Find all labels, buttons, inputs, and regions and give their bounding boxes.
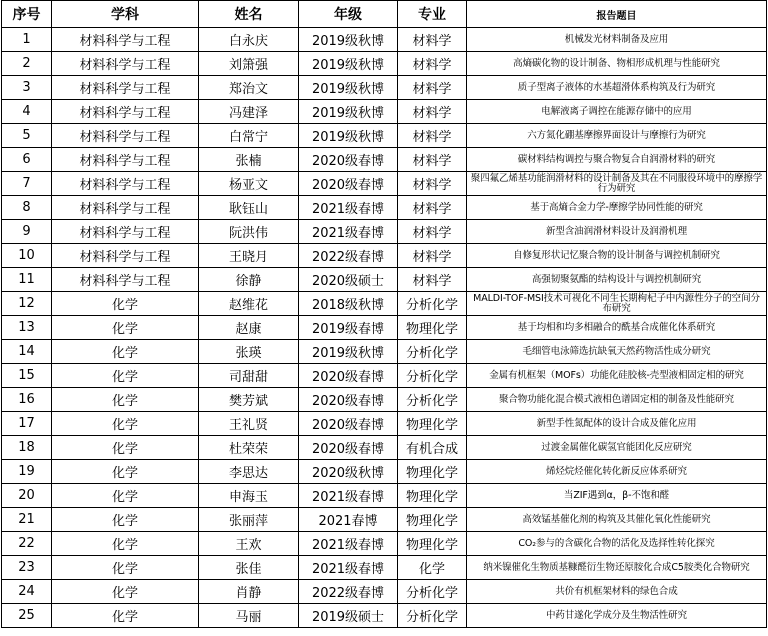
cell-subject: 化学 — [52, 388, 199, 412]
cell-major: 物理化学 — [398, 508, 467, 532]
cell-subject: 材料科学与工程 — [52, 76, 199, 100]
cell-topic: 金属有机框架（MOFs）功能化硅胶核-壳型液相固定相的研究 — [467, 364, 767, 388]
header-name: 姓名 — [199, 1, 299, 28]
cell-name: 杨亚文 — [199, 172, 299, 196]
cell-grade: 2022级春博 — [299, 244, 398, 268]
cell-topic: MALDI-TOF-MSI技术可视化不同生长期枸杞子中内源性分子的空间分布研究 — [467, 292, 767, 316]
cell-grade: 2020级春博 — [299, 172, 398, 196]
table-row — [2, 220, 767, 244]
cell-subject: 化学 — [52, 460, 199, 484]
cell-name: 白永庆 — [199, 28, 299, 52]
cell-no: 17 — [2, 412, 52, 436]
cell-grade: 2021级春博 — [299, 220, 398, 244]
cell-major: 材料学 — [398, 268, 467, 292]
cell-name: 赵维花 — [199, 292, 299, 316]
cell-subject: 材料科学与工程 — [52, 268, 199, 292]
cell-major: 分析化学 — [398, 580, 467, 604]
cell-no: 14 — [2, 340, 52, 364]
cell-subject: 化学 — [52, 484, 199, 508]
cell-no: 9 — [2, 220, 52, 244]
table-row — [2, 484, 767, 508]
cell-grade: 2019级秋博 — [299, 52, 398, 76]
cell-topic: 聚四氟乙烯基功能润滑材料的设计制备及其在不同服役环境中的摩擦学行为研究 — [467, 172, 767, 196]
cell-major: 材料学 — [398, 100, 467, 124]
cell-subject: 材料科学与工程 — [52, 124, 199, 148]
cell-name: 刘箫强 — [199, 52, 299, 76]
cell-name: 王欢 — [199, 532, 299, 556]
cell-name: 王礼贤 — [199, 412, 299, 436]
cell-major: 分析化学 — [398, 604, 467, 628]
cell-name: 马丽 — [199, 604, 299, 628]
cell-major: 材料学 — [398, 148, 467, 172]
header-topic: 报告题目 — [467, 1, 767, 28]
cell-topic: 基于高熵合金力学-摩擦学协同性能的研究 — [467, 196, 767, 220]
cell-major: 材料学 — [398, 76, 467, 100]
cell-no: 3 — [2, 76, 52, 100]
cell-grade: 2019级秋博 — [299, 76, 398, 100]
cell-name: 赵康 — [199, 316, 299, 340]
cell-topic: 当ZIF遇到α，β-不饱和醛 — [467, 484, 767, 508]
cell-grade: 2019级硕士 — [299, 604, 398, 628]
cell-major: 材料学 — [398, 28, 467, 52]
cell-no: 11 — [2, 268, 52, 292]
cell-subject: 材料科学与工程 — [52, 100, 199, 124]
cell-name: 肖静 — [199, 580, 299, 604]
cell-name: 杜荣荣 — [199, 436, 299, 460]
cell-no: 7 — [2, 172, 52, 196]
cell-major: 材料学 — [398, 52, 467, 76]
cell-no: 10 — [2, 244, 52, 268]
table-row — [2, 436, 767, 460]
cell-subject: 化学 — [52, 436, 199, 460]
cell-no: 1 — [2, 28, 52, 52]
cell-grade: 2021级春博 — [299, 556, 398, 580]
cell-major: 分析化学 — [398, 364, 467, 388]
cell-grade: 2020级硕士 — [299, 268, 398, 292]
cell-major: 化学 — [398, 556, 467, 580]
cell-grade: 2019级秋博 — [299, 28, 398, 52]
cell-subject: 材料科学与工程 — [52, 52, 199, 76]
table-row — [2, 196, 767, 220]
cell-topic: 烯烃烷烃催化转化新反应体系研究 — [467, 460, 767, 484]
cell-major: 材料学 — [398, 172, 467, 196]
cell-grade: 2020级秋博 — [299, 460, 398, 484]
table-row — [2, 388, 767, 412]
cell-grade: 2021级春博 — [299, 484, 398, 508]
cell-no: 23 — [2, 556, 52, 580]
header-major: 专业 — [398, 1, 467, 28]
cell-name: 张佳 — [199, 556, 299, 580]
cell-no: 24 — [2, 580, 52, 604]
table-row — [2, 364, 767, 388]
cell-grade: 2020级春博 — [299, 412, 398, 436]
cell-subject: 化学 — [52, 508, 199, 532]
table-row — [2, 244, 767, 268]
header-grade: 年级 — [299, 1, 398, 28]
cell-subject: 材料科学与工程 — [52, 196, 199, 220]
cell-grade: 2022级春博 — [299, 580, 398, 604]
cell-name: 李思达 — [199, 460, 299, 484]
cell-name: 耿钰山 — [199, 196, 299, 220]
cell-topic: 毛细管电泳筛选抗缺氧天然药物活性成分研究 — [467, 340, 767, 364]
table-row — [2, 100, 767, 124]
cell-name: 阮洪伟 — [199, 220, 299, 244]
cell-topic: 共价有机框架材料的绿色合成 — [467, 580, 767, 604]
cell-subject: 材料科学与工程 — [52, 172, 199, 196]
header-no: 序号 — [2, 1, 52, 28]
cell-major: 物理化学 — [398, 316, 467, 340]
table-row — [2, 508, 767, 532]
cell-major: 分析化学 — [398, 388, 467, 412]
cell-name: 郑治文 — [199, 76, 299, 100]
cell-no: 15 — [2, 364, 52, 388]
cell-no: 2 — [2, 52, 52, 76]
cell-grade: 2019级秋博 — [299, 340, 398, 364]
cell-topic: 聚合物功能化混合模式液相色谱固定相的制备及性能研究 — [467, 388, 767, 412]
cell-subject: 材料科学与工程 — [52, 148, 199, 172]
cell-grade: 2021级春博 — [299, 532, 398, 556]
cell-grade: 2020级春博 — [299, 388, 398, 412]
report-schedule-table — [1, 0, 767, 628]
table-row — [2, 148, 767, 172]
cell-topic: 质子型离子液体的水基超滑体系构筑及行为研究 — [467, 76, 767, 100]
cell-topic: CO₂参与的含碳化合物的活化及选择性转化探究 — [467, 532, 767, 556]
cell-grade: 2021春博 — [299, 508, 398, 532]
cell-name: 白常宁 — [199, 124, 299, 148]
cell-no: 22 — [2, 532, 52, 556]
cell-name: 司甜甜 — [199, 364, 299, 388]
cell-subject: 化学 — [52, 364, 199, 388]
cell-subject: 化学 — [52, 604, 199, 628]
cell-no: 16 — [2, 388, 52, 412]
cell-subject: 材料科学与工程 — [52, 220, 199, 244]
cell-no: 18 — [2, 436, 52, 460]
table-row — [2, 28, 767, 52]
cell-name: 徐静 — [199, 268, 299, 292]
cell-major: 物理化学 — [398, 412, 467, 436]
table-row — [2, 292, 767, 316]
cell-grade: 2020级春博 — [299, 364, 398, 388]
cell-subject: 化学 — [52, 580, 199, 604]
table-row — [2, 76, 767, 100]
cell-no: 4 — [2, 100, 52, 124]
cell-topic: 六方氮化硼基摩擦界面设计与摩擦行为研究 — [467, 124, 767, 148]
cell-name: 王晓月 — [199, 244, 299, 268]
cell-no: 13 — [2, 316, 52, 340]
cell-topic: 电解液离子调控在能源存储中的应用 — [467, 100, 767, 124]
cell-grade: 2019级秋博 — [299, 124, 398, 148]
cell-no: 8 — [2, 196, 52, 220]
table-row — [2, 316, 767, 340]
cell-no: 20 — [2, 484, 52, 508]
cell-no: 6 — [2, 148, 52, 172]
table-row — [2, 532, 767, 556]
cell-major: 分析化学 — [398, 292, 467, 316]
table-header — [2, 1, 767, 28]
cell-grade: 2020级春博 — [299, 436, 398, 460]
cell-topic: 纳米镍催化生物质基糠醛衍生物还原胺化合成C5胺类化合物研究 — [467, 556, 767, 580]
header-subject: 学科 — [52, 1, 199, 28]
cell-topic: 基于均相和均多相融合的酰基合成催化体系研究 — [467, 316, 767, 340]
cell-subject: 材料科学与工程 — [52, 244, 199, 268]
table-row — [2, 556, 767, 580]
table-row — [2, 52, 767, 76]
cell-name: 冯建泽 — [199, 100, 299, 124]
cell-name: 张瑛 — [199, 340, 299, 364]
cell-subject: 化学 — [52, 340, 199, 364]
cell-subject: 化学 — [52, 556, 199, 580]
cell-subject: 化学 — [52, 292, 199, 316]
cell-major: 物理化学 — [398, 460, 467, 484]
cell-major: 分析化学 — [398, 340, 467, 364]
header-row — [2, 1, 767, 28]
cell-major: 物理化学 — [398, 484, 467, 508]
cell-topic: 高熵碳化物的设计制备、物相形成机理与性能研究 — [467, 52, 767, 76]
cell-subject: 化学 — [52, 316, 199, 340]
cell-name: 张丽萍 — [199, 508, 299, 532]
cell-subject: 化学 — [52, 412, 199, 436]
cell-major: 物理化学 — [398, 532, 467, 556]
cell-topic: 机械发光材料制备及应用 — [467, 28, 767, 52]
table-row — [2, 580, 767, 604]
table-row — [2, 124, 767, 148]
cell-no: 12 — [2, 292, 52, 316]
cell-topic: 过渡金属催化碳氢官能团化反应研究 — [467, 436, 767, 460]
cell-major: 材料学 — [398, 220, 467, 244]
cell-major: 材料学 — [398, 244, 467, 268]
cell-topic: 碳材料结构调控与聚合物复合自润滑材料的研究 — [467, 148, 767, 172]
cell-topic: 自修复形状记忆聚合物的设计制备与调控机制研究 — [467, 244, 767, 268]
cell-no: 21 — [2, 508, 52, 532]
cell-no: 25 — [2, 604, 52, 628]
table-row — [2, 412, 767, 436]
cell-name: 申海玉 — [199, 484, 299, 508]
cell-grade: 2019级秋博 — [299, 100, 398, 124]
table-row — [2, 268, 767, 292]
cell-no: 5 — [2, 124, 52, 148]
cell-name: 樊芳斌 — [199, 388, 299, 412]
cell-grade: 2018级秋博 — [299, 292, 398, 316]
table-row — [2, 340, 767, 364]
cell-topic: 中药甘遂化学成分及生物活性研究 — [467, 604, 767, 628]
cell-subject: 化学 — [52, 532, 199, 556]
table-row — [2, 604, 767, 628]
cell-major: 材料学 — [398, 196, 467, 220]
cell-topic: 高强韧聚氨酯的结构设计与调控机制研究 — [467, 268, 767, 292]
table-body — [2, 28, 767, 628]
cell-subject: 材料科学与工程 — [52, 28, 199, 52]
cell-major: 有机合成 — [398, 436, 467, 460]
cell-topic: 高效锰基催化剂的构筑及其催化氧化性能研究 — [467, 508, 767, 532]
cell-grade: 2020级春博 — [299, 148, 398, 172]
cell-grade: 2021级春博 — [299, 196, 398, 220]
table-row — [2, 460, 767, 484]
cell-major: 材料学 — [398, 124, 467, 148]
table-row — [2, 172, 767, 196]
cell-topic: 新型含油润滑材料设计及润滑机理 — [467, 220, 767, 244]
cell-name: 张楠 — [199, 148, 299, 172]
cell-no: 19 — [2, 460, 52, 484]
cell-grade: 2019级春博 — [299, 316, 398, 340]
cell-topic: 新型手性氮配体的设计合成及催化应用 — [467, 412, 767, 436]
